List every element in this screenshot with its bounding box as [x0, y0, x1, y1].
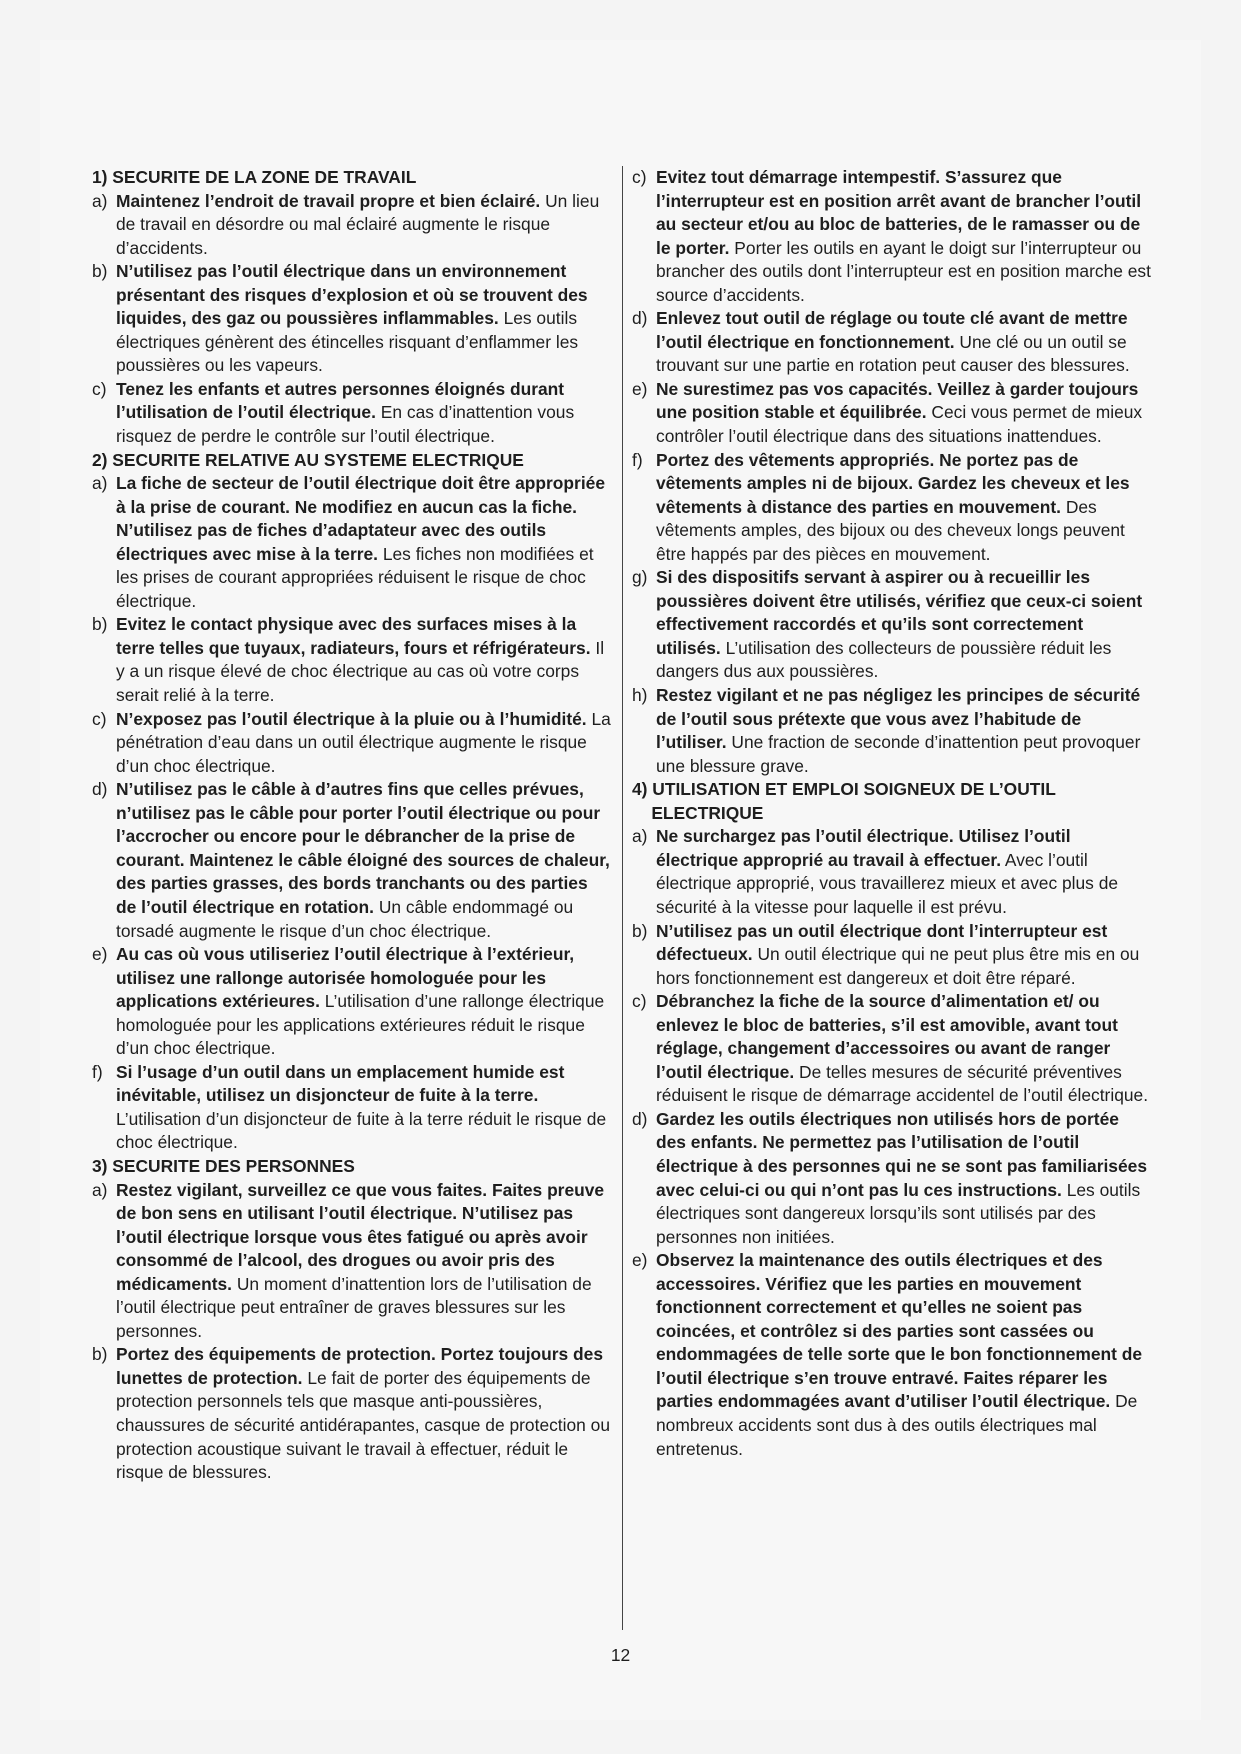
item-letter: d) [632, 1108, 648, 1129]
item-instruction: La fiche de secteur de l’outil électrique doit être appropriée à la prise de courant. Ne modifiez en aucun cas la fiche. N’utilisez pas de fiches d’adaptateur avec des outils électriques avec mise à la terre. [116, 473, 605, 564]
safety-item [632, 1249, 1152, 1461]
item-explanation: L’utilisation d’une rallonge électrique homologuée pour les applications extérieures réduit le risque d’un choc électrique. [116, 991, 605, 1059]
item-instruction: Evitez le contact physique avec des surfaces mises à la terre telles que tuyaux, radiateurs, fours et réfrigérateurs. [116, 614, 591, 658]
right-column [632, 166, 1152, 1461]
item-explanation: De nombreux accidents sont dus à des outils électriques mal entretenus. [656, 1391, 1138, 1459]
item-instruction: Si l’usage d’un outil dans un emplacement humide est inévitable, utilisez un disjoncteur de fuite à la terre. [116, 1061, 565, 1106]
safety-item [92, 778, 612, 943]
item-explanation: Une fraction de seconde d’inattention peut provoquer une blessure grave. [656, 732, 1141, 776]
safety-item [92, 1061, 612, 1155]
item-instruction: Portez des vêtements appropriés. Ne portez pas de vêtements amples ni de bijoux. Gardez les cheveux et les vêtements à distance des parties en mouvement. [656, 449, 1130, 517]
safety-item [632, 990, 1152, 1108]
item-letter: b) [92, 614, 108, 635]
item-instruction: Evitez tout démarrage intempestif. S’assurez que l’interrupteur est en position arrêt avant de brancher l’outil au secteur et/ou au bloc de batteries, de le ramasser ou de le porter. [656, 167, 1142, 258]
item-instruction: Restez vigilant, surveillez ce que vous faites. Faites preuve de bon sens en utilisant l’outil électrique. N’utilisez pas l’outil électrique lorsque vous êtes fatigué ou après avoir consommé de l’alcool, des drogues ou avoir pris des médicaments. [116, 1179, 605, 1294]
item-explanation: L’utilisation des collecteurs de poussière réduit les dangers dus aux poussières. [656, 637, 1112, 682]
item-explanation: La pénétration d’eau dans un outil électrique augmente le risque d’un choc électrique. [116, 708, 611, 776]
item-letter: a) [92, 1179, 108, 1200]
safety-item [632, 166, 1152, 307]
item-explanation: Un lieu de travail en désordre ou mal éclairé augmente le risque d’accidents. [116, 190, 600, 258]
item-letter: b) [632, 920, 648, 941]
column-divider [622, 166, 623, 1630]
item-explanation: Les fiches non modifiées et les prises de courant appropriées réduisent le risque de choc électrique. [116, 543, 594, 611]
safety-item [632, 378, 1152, 449]
item-instruction: Ne surchargez pas l’outil électrique. Utilisez l’outil électrique approprié au travail à effectuer. [656, 826, 1071, 870]
safety-item [632, 566, 1152, 684]
item-explanation: Un moment d’inattention lors de l’utilisation de l’outil électrique peut entraîner de graves blessures sur les personnes. [116, 1273, 592, 1341]
item-instruction: N’utilisez pas un outil électrique dont l’interrupteur est défectueux. [656, 920, 1108, 965]
item-explanation: Il y a un risque élevé de choc électrique au cas où votre corps serait relié à la terre. [116, 637, 605, 706]
item-instruction: Tenez les enfants et autres personnes éloignés durant l’utilisation de l’outil électrique. [116, 378, 565, 423]
item-explanation: De telles mesures de sécurité préventives réduisent le risque de démarrage accidentel de l’outil électrique. [656, 1061, 1149, 1106]
item-letter: f) [632, 449, 643, 470]
item-letter: c) [92, 708, 107, 729]
safety-item [632, 307, 1152, 378]
item-explanation: Les outils électriques sont dangereux lorsqu’ils sont utilisés par des personnes non initiées. [656, 1179, 1141, 1247]
item-explanation: Un outil électrique qui ne peut plus être mis en ou hors fonctionnement est dangereux et doit être réparé. [656, 944, 1140, 988]
safety-item [92, 708, 612, 779]
item-explanation: En cas d’inattention vous risquez de perdre le contrôle sur l’outil électrique. [116, 402, 575, 447]
item-letter: a) [92, 190, 108, 211]
item-explanation: Avec l’outil électrique approprié, vous travaillerez mieux et avec plus de sécurité à la vitesse pour laquelle il est prévu. [656, 849, 1119, 917]
left-column [92, 166, 612, 1485]
item-instruction: N’exposez pas l’outil électrique à la pluie ou à l’humidité. [116, 708, 587, 729]
item-explanation: Porter les outils en ayant le doigt sur l’interrupteur ou brancher des outils dont l’interrupteur est en position marche est source d’accidents. [656, 237, 1151, 305]
safety-item [632, 825, 1152, 919]
item-letter: d) [92, 779, 108, 800]
item-letter: c) [632, 991, 647, 1012]
item-letter: b) [92, 261, 108, 282]
item-letter: c) [92, 378, 107, 399]
safety-item [92, 472, 612, 613]
safety-item [632, 1108, 1152, 1249]
item-explanation: Une clé ou un outil se trouvant sur une partie en rotation peut causer des blessures. [656, 331, 1130, 376]
safety-item [92, 260, 612, 378]
item-instruction: Enlevez tout outil de réglage ou toute clé avant de mettre l’outil électrique en fonctionnement. [656, 308, 1128, 352]
item-letter: e) [92, 944, 108, 965]
item-instruction: N’utilisez pas l’outil électrique dans un environnement présentant des risques d’explosion et où se trouvent des liquides, des gaz ou poussières inflammables. [116, 261, 588, 329]
safety-item [92, 378, 612, 449]
safety-item [92, 613, 612, 707]
safety-item [92, 943, 612, 1061]
item-letter: a) [632, 826, 648, 847]
item-instruction: Maintenez l’endroit de travail propre et bien éclairé. [116, 190, 541, 211]
section-heading: 2) SECURITE RELATIVE AU SYSTEME ELECTRIQUE [92, 449, 524, 470]
item-letter: a) [92, 473, 108, 494]
item-instruction: Portez des équipements de protection. Portez toujours des lunettes de protection. [116, 1344, 604, 1388]
item-instruction: Si des dispositifs servant à aspirer ou à recueillir les poussières doivent être utilisés, vérifiez que ceux-ci soient effectivement raccordés et qu’ils sont correctement utilisés. [656, 567, 1143, 658]
item-explanation: Ceci vous permet de mieux contrôler l’outil électrique dans des situations inattendues. [656, 402, 1143, 447]
item-letter: b) [92, 1344, 108, 1365]
item-letter: e) [632, 1250, 648, 1271]
section-heading: 3) SECURITE DES PERSONNES [92, 1155, 355, 1176]
item-explanation: L’utilisation d’un disjoncteur de fuite à la terre réduit le risque de choc électrique. [116, 1108, 607, 1153]
item-instruction: Débranchez la fiche de la source d’alimentation et/ ou enlevez le bloc de batteries, s’il est amovible, avant tout réglage, changement d’accessoires ou avant de ranger l’outil électrique. [656, 991, 1118, 1082]
section-heading: 4) UTILISATION ET EMPLOI SOIGNEUX DE L’OUTIL ELECTRIQUE [632, 779, 1056, 823]
item-instruction: Observez la maintenance des outils électriques et des accessoires. Vérifiez que les parties en mouvement fonctionnent correctement et qu’elles ne soient pas coincées, et contrôlez si des parties sont cassées ou endommagées de telle sorte que le bon fonctionnement de l’outil électrique s’en trouve entravé. Faites réparer les parties endommagées avant d’utiliser l’outil électrique. [656, 1250, 1143, 1412]
item-letter: g) [632, 567, 648, 588]
item-letter: e) [632, 378, 648, 399]
safety-item [632, 684, 1152, 778]
item-explanation: Un câble endommagé ou torsadé augmente le risque d’un choc électrique. [116, 896, 574, 941]
item-letter: c) [632, 167, 647, 187]
item-letter: h) [632, 685, 648, 706]
section-heading: 1) SECURITE DE LA ZONE DE TRAVAIL [92, 167, 417, 187]
item-explanation: Les outils électriques génèrent des étincelles risquant d’enflammer les poussières ou les vapeurs. [116, 308, 579, 376]
page-number: 12 [610, 1645, 631, 1665]
item-letter: d) [632, 308, 648, 329]
safety-item [92, 1179, 612, 1344]
item-instruction: Gardez les outils électriques non utilisés hors de portée des enfants. Ne permettez pas l’utilisation de l’outil électrique à des personnes qui ne se sont pas familiarisées avec celui-ci ou qui n’ont pas lu ces instructions. [656, 1108, 1147, 1200]
item-instruction: Ne surestimez pas vos capacités. Veillez à garder toujours une position stable et équilibrée. [656, 378, 1139, 423]
item-explanation: Des vêtements amples, des bijoux ou des cheveux longs peuvent être happés par des pièces en mouvement. [656, 496, 1125, 564]
item-instruction: Au cas où vous utiliseriez l’outil électrique à l’extérieur, utilisez une rallonge autorisée homologuée pour les applications extérieures. [116, 944, 575, 1012]
item-explanation: Le fait de porter des équipements de protection personnels tels que masque anti-poussières, chaussures de sécurité antidérapantes, casque de protection ou protection acoustique suivant le travail à effectuer, réduit le risque de blessures. [116, 1367, 611, 1483]
safety-item [632, 920, 1152, 991]
item-instruction: Restez vigilant et ne pas négligez les principes de sécurité de l’outil sous prétexte que vous avez l’habitude de l’utiliser. [656, 685, 1141, 753]
item-letter: f) [92, 1061, 103, 1082]
safety-item [92, 1343, 612, 1484]
safety-item [632, 449, 1152, 567]
safety-item [92, 190, 612, 261]
item-instruction: N’utilisez pas le câble à d’autres fins que celles prévues, n’utilisez pas le câble pour porter l’outil électrique ou pour l’accrocher ou encore pour le débrancher de la prise de courant. Maintenez le câble éloigné des sources de chaleur, des parties grasses, des bords tranchants ou des parties de l’outil électrique en rotation. [116, 779, 610, 917]
